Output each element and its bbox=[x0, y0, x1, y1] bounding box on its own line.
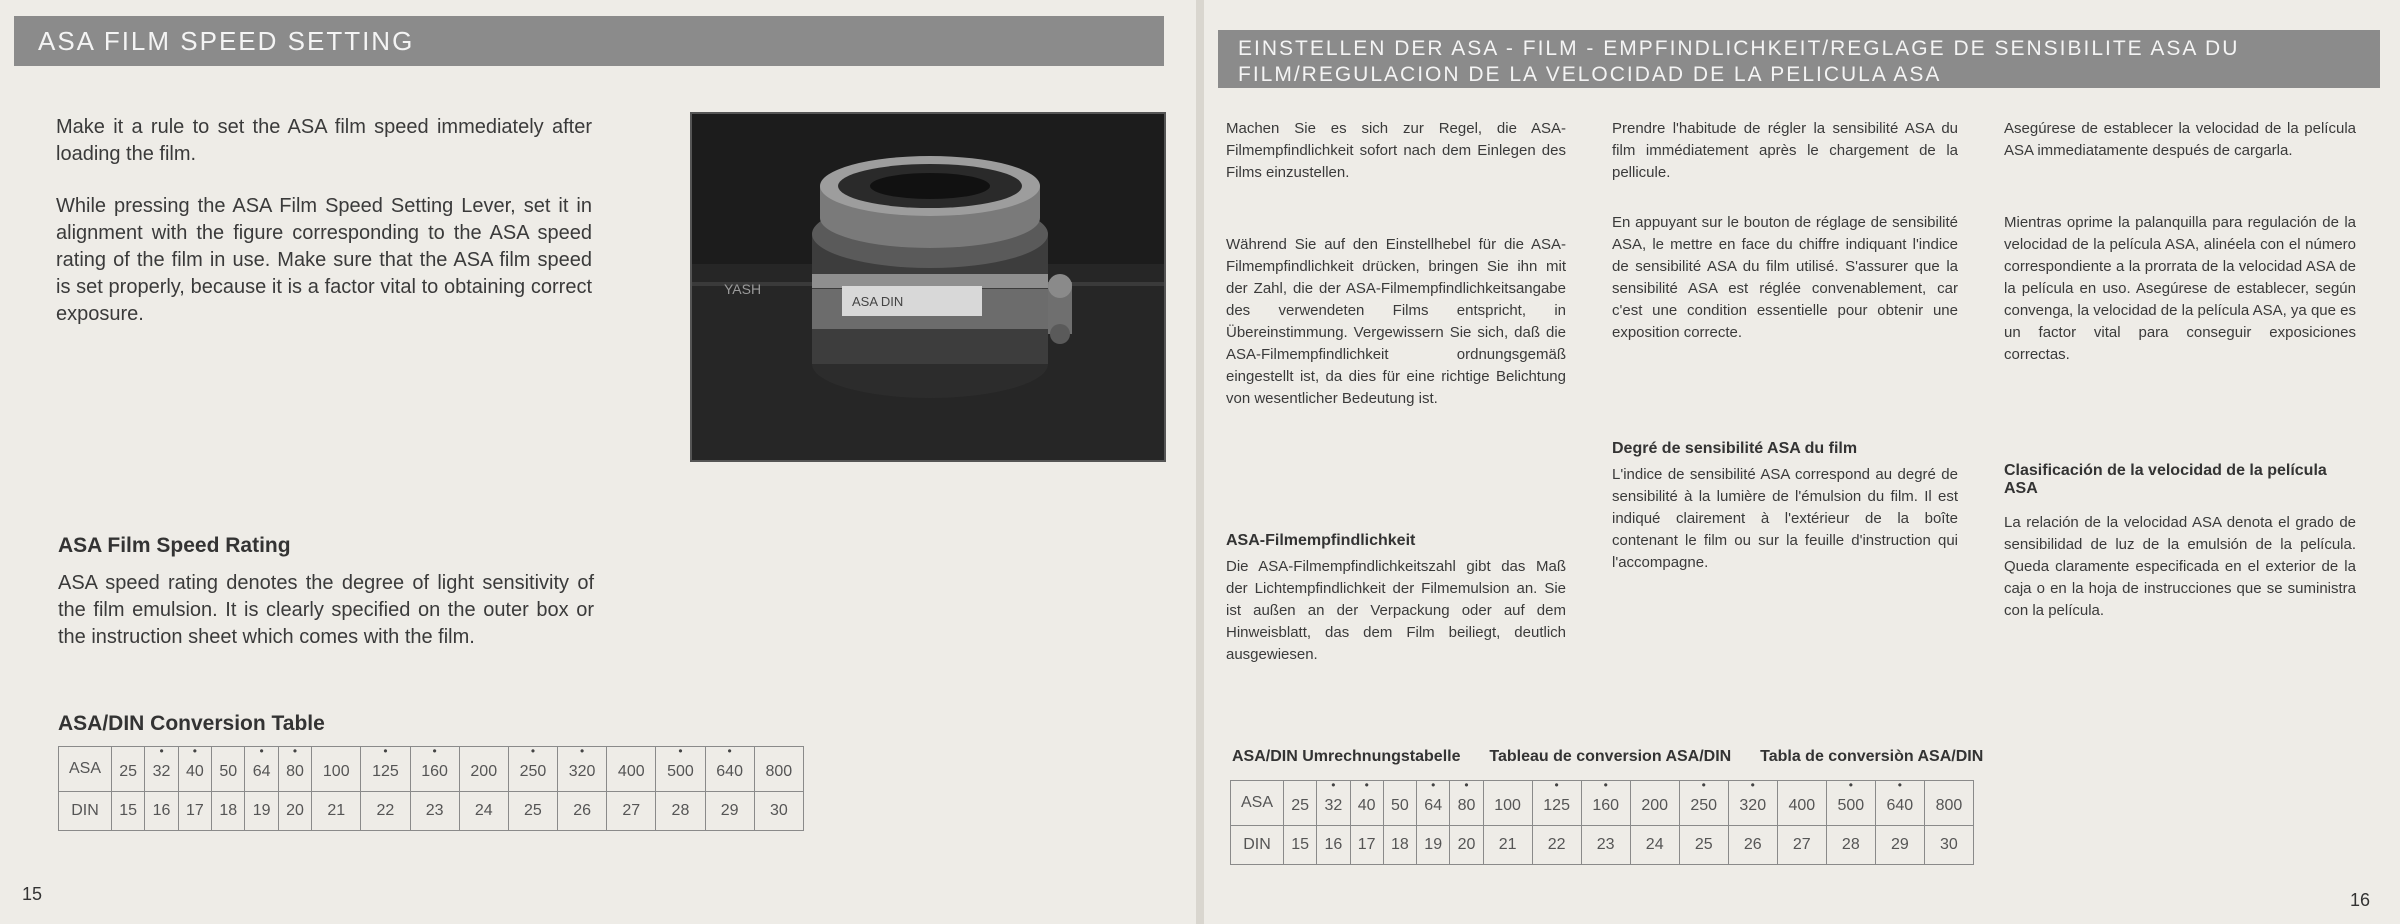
asa-value: 50 bbox=[1391, 797, 1409, 814]
asa-value: 200 bbox=[470, 763, 498, 780]
left-page bbox=[0, 0, 1196, 924]
asa-cell bbox=[1630, 781, 1679, 826]
din-value: 21 bbox=[1483, 826, 1532, 865]
asa-row bbox=[1231, 781, 1974, 826]
asa-cell bbox=[754, 747, 803, 792]
asa-value: 500 bbox=[1837, 797, 1865, 814]
section-banner: ASA FILM SPEED SETTING bbox=[14, 16, 1164, 66]
row-label: ASA bbox=[59, 747, 112, 792]
asa-value: 32 bbox=[1324, 797, 1343, 814]
asa-value: 100 bbox=[322, 763, 350, 780]
asa-din-conversion-table bbox=[58, 746, 804, 831]
asa-value: 80 bbox=[286, 763, 304, 780]
row-label: ASA bbox=[1231, 781, 1284, 826]
asa-value: 32 bbox=[152, 763, 171, 780]
page-number: 15 bbox=[22, 884, 43, 904]
asa-cell bbox=[459, 747, 508, 792]
asa-cell bbox=[1350, 778, 1383, 826]
asa-value: 100 bbox=[1494, 797, 1521, 814]
asa-row bbox=[59, 747, 804, 792]
asa-value: 25 bbox=[1291, 797, 1310, 814]
row-label: DIN bbox=[59, 792, 112, 831]
asa-cell bbox=[1317, 778, 1350, 826]
din-value: 21 bbox=[312, 792, 361, 831]
asa-value: 64 bbox=[1424, 797, 1443, 814]
asa-cell bbox=[361, 744, 410, 792]
asa-value: 50 bbox=[219, 763, 238, 780]
de-rating-paragraph: Die ASA-Filmempfindlichkeitszahl gibt das Maß der Lichtempfindlichkeit der Filmemulsion an. Sie ist außen an der Verpackung oder auf dem Hinweisblatt, das dem Film beiliegt, deutlich ausgewiesen. bbox=[1226, 558, 1566, 663]
din-value: 23 bbox=[410, 792, 459, 831]
banner-line-2: FILM/REGULACION DE LA VELOCIDAD DE LA PELICULA ASA bbox=[1238, 63, 1942, 86]
asa-cell bbox=[508, 744, 557, 792]
asa-cell bbox=[178, 744, 211, 792]
instruction-paragraph: While pressing the ASA Film Speed Setting Lever, set it in alignment with the figure corresponding to the ASA speed rating of the film in use. Make sure that the ASA film speed is set properly, because it is a factor vital to obtaining correct exposure. bbox=[56, 195, 592, 325]
din-value: 18 bbox=[1383, 826, 1416, 865]
din-value: 26 bbox=[558, 792, 607, 831]
din-row bbox=[1231, 826, 1974, 865]
asa-cell bbox=[1924, 781, 1973, 826]
de-rating-heading: ASA-Filmempfindlichkeit bbox=[1226, 532, 1416, 549]
camera-body-logo: YASH bbox=[724, 281, 762, 297]
asa-cell bbox=[1450, 778, 1483, 826]
de-intro-paragraph: Machen Sie es sich zur Regel, die ASA-Filmempfindlichkeit sofort nach dem Einlegen des Films einzustellen. bbox=[1226, 120, 1566, 181]
asa-value: 200 bbox=[1641, 797, 1669, 814]
asa-cell bbox=[656, 744, 705, 792]
asa-value: 160 bbox=[1592, 797, 1620, 814]
din-value: 29 bbox=[705, 792, 754, 831]
table-heading: ASA/DIN Conversion Table bbox=[58, 712, 325, 735]
page-number: 16 bbox=[2350, 890, 2371, 910]
camera-lens-photo bbox=[690, 112, 1166, 462]
de-instruction-paragraph: Während Sie auf den Einstellhebel für die ASA-Filmempfindlichkeit drücken, bringen Sie ihn mit der Zahl, die der ASA-Filmempfindlichkeitsangabe des verwendeten Films entspricht, in Übereinstimmung. Vergewissern Sie sich, daß die ASA-Filmempfindlichkeit ordnungsgemäß eingestellt ist, da dies für eine richtige Belichtung von wesentlicher Bedeutung ist. bbox=[1226, 236, 1566, 407]
dot-marker: • bbox=[159, 744, 164, 758]
asa-value: 800 bbox=[765, 763, 793, 780]
asa-value: 320 bbox=[568, 763, 596, 780]
asa-cell bbox=[1383, 781, 1416, 826]
din-value: 16 bbox=[145, 792, 178, 831]
dot-marker: • bbox=[292, 744, 298, 758]
asa-din-conversion-table-multilingual bbox=[1230, 780, 1974, 865]
asa-value: 500 bbox=[667, 763, 694, 780]
asa-value: 640 bbox=[716, 763, 743, 780]
asa-value: 40 bbox=[186, 763, 204, 780]
fr-rating-heading: Degré de sensibilité ASA du film bbox=[1612, 440, 1858, 457]
din-value: 18 bbox=[212, 792, 245, 831]
asa-value: 640 bbox=[1886, 797, 1914, 814]
intro-paragraph: Make it a rule to set the ASA film speed immediately after loading the film. bbox=[56, 116, 592, 165]
asa-value: 400 bbox=[617, 763, 645, 780]
din-value: 15 bbox=[112, 792, 145, 831]
asa-value: 250 bbox=[1690, 797, 1718, 814]
din-value: 16 bbox=[1317, 826, 1350, 865]
right-page bbox=[1204, 0, 2400, 924]
asa-cell bbox=[278, 744, 311, 792]
asa-value: 160 bbox=[421, 763, 448, 780]
asa-cell bbox=[607, 747, 656, 792]
table-heading-de: ASA/DIN Umrechnungstabelle bbox=[1232, 748, 1461, 765]
asa-value: 125 bbox=[1543, 797, 1570, 814]
page-gutter bbox=[1196, 0, 1204, 924]
asa-cell bbox=[1777, 781, 1826, 826]
din-value: 27 bbox=[1777, 826, 1826, 865]
asa-cell bbox=[558, 744, 607, 792]
din-value: 30 bbox=[1924, 826, 1973, 865]
dot-marker: • bbox=[432, 744, 437, 758]
asa-value: 25 bbox=[119, 763, 138, 780]
table-heading-fr: Tableau de conversion ASA/DIN bbox=[1489, 748, 1732, 765]
asa-cell bbox=[1875, 778, 1924, 826]
asa-value: 80 bbox=[1457, 797, 1476, 814]
din-value: 17 bbox=[1350, 826, 1383, 865]
dot-marker: • bbox=[727, 744, 732, 758]
din-value: 25 bbox=[508, 792, 557, 831]
din-value: 22 bbox=[1532, 826, 1581, 865]
dot-marker: • bbox=[1464, 778, 1469, 792]
asa-value: 125 bbox=[372, 763, 399, 780]
dot-marker: • bbox=[1603, 778, 1608, 792]
asa-value: 250 bbox=[519, 763, 547, 780]
camera-lens-illustration bbox=[692, 114, 1166, 462]
es-rating-heading: Clasificación de la velocidad de la película ASA bbox=[2004, 462, 2327, 497]
din-value: 24 bbox=[459, 792, 508, 831]
asa-cell bbox=[1581, 778, 1630, 826]
asa-value: 400 bbox=[1788, 797, 1816, 814]
fr-intro-paragraph: Prendre l'habitude de régler la sensibilité ASA du film immédiatement après le chargement de la pellicule. bbox=[1612, 120, 1958, 181]
dot-marker: • bbox=[1848, 778, 1853, 792]
row-label: DIN bbox=[1231, 826, 1284, 865]
asa-value: 40 bbox=[1357, 797, 1376, 814]
dot-marker: • bbox=[1431, 778, 1436, 792]
dot-marker: • bbox=[192, 744, 197, 758]
din-value: 30 bbox=[754, 792, 803, 831]
asa-cell bbox=[212, 747, 245, 792]
asa-cell bbox=[1728, 778, 1777, 826]
es-rating-paragraph: La relación de la velocidad ASA denota el grado de sensibilidad de luz de la emulsión de la película. Queda claramente especificada en el exterior de la caja o en la hoja de instrucciones que se suministra con la película. bbox=[2004, 514, 2356, 619]
asa-cell bbox=[245, 744, 278, 792]
asa-cell bbox=[705, 744, 754, 792]
section-banner-multilingual bbox=[1218, 30, 2380, 88]
table-headings bbox=[1232, 748, 1983, 766]
din-value: 20 bbox=[1450, 826, 1483, 865]
asa-cell bbox=[1483, 781, 1532, 826]
din-value: 28 bbox=[656, 792, 705, 831]
din-value: 17 bbox=[178, 792, 211, 831]
din-value: 22 bbox=[361, 792, 410, 831]
asa-cell bbox=[312, 747, 361, 792]
dot-marker: • bbox=[1897, 778, 1902, 792]
asa-cell bbox=[112, 747, 145, 792]
asa-cell bbox=[1532, 778, 1581, 826]
asa-value: 64 bbox=[252, 763, 271, 780]
asa-cell bbox=[1826, 778, 1875, 826]
dot-marker: • bbox=[1701, 778, 1706, 792]
dot-marker: • bbox=[1364, 778, 1369, 792]
dot-marker: • bbox=[1331, 778, 1336, 792]
asa-cell bbox=[410, 744, 459, 792]
table-heading-es: Tabla de conversiòn ASA/DIN bbox=[1760, 748, 1984, 765]
es-intro-paragraph: Asegúrese de establecer la velocidad de la película ASA immediatamente después de cargarla. bbox=[2004, 120, 2356, 159]
banner-line-1: EINSTELLEN DER ASA - FILM - EMPFINDLICHKEIT/REGLAGE DE SENSIBILITE ASA DU bbox=[1238, 37, 2240, 60]
din-value: 25 bbox=[1679, 826, 1728, 865]
dot-marker: • bbox=[678, 744, 683, 758]
din-value: 15 bbox=[1284, 826, 1317, 865]
dot-marker: • bbox=[383, 744, 388, 758]
rating-heading: ASA Film Speed Rating bbox=[58, 534, 291, 557]
asa-scale-window: ASA DIN bbox=[852, 294, 904, 309]
dot-marker: • bbox=[580, 744, 585, 758]
din-value: 19 bbox=[1417, 826, 1450, 865]
rating-paragraph: ASA speed rating denotes the degree of light sensitivity of the film emulsion. It is clearly specified on the outer box or the instruction sheet which comes with the film. bbox=[58, 572, 594, 648]
asa-cell bbox=[1679, 778, 1728, 826]
din-value: 24 bbox=[1630, 826, 1679, 865]
es-instruction-paragraph: Mientras oprime la palanquilla para regulación de la velocidad de la película ASA, alinéela con el número correspondiente a la prorrata de la velocidad ASA de la película en uso. Asegúrese de establecer, según convenga, la velocidad de la película ASA, ya que es un factor vital para conseguir exposiciones correctas. bbox=[2004, 214, 2356, 363]
asa-value: 320 bbox=[1739, 797, 1767, 814]
asa-value: 800 bbox=[1935, 797, 1963, 814]
din-value: 20 bbox=[278, 792, 311, 831]
din-value: 19 bbox=[245, 792, 278, 831]
din-value: 26 bbox=[1728, 826, 1777, 865]
asa-cell bbox=[1284, 781, 1317, 826]
dot-marker: • bbox=[530, 744, 536, 758]
din-value: 29 bbox=[1875, 826, 1924, 865]
dot-marker: • bbox=[1750, 778, 1755, 792]
dot-marker: • bbox=[259, 744, 264, 758]
din-value: 27 bbox=[607, 792, 656, 831]
fr-instruction-paragraph: En appuyant sur le bouton de réglage de sensibilité ASA, le mettre en face du chiffre indiquant l'indice de sensibilité ASA du film utilisé. S'assurer que la sensibilité ASA est réglée convenablement, car c'est une condition essentielle pour obtenir une exposition correcte. bbox=[1612, 214, 1958, 341]
fr-rating-paragraph: L'indice de sensibilité ASA correspond au degré de sensibilité à la lumière de l'émulsion du film. Il est indiqué clairement à l'extérieur de la boîte contenant le film ou sur la feuille d'instruction qui l'accompagne. bbox=[1612, 466, 1958, 571]
asa-cell bbox=[1417, 778, 1450, 826]
asa-cell bbox=[145, 744, 178, 792]
din-row bbox=[59, 792, 804, 831]
din-value: 23 bbox=[1581, 826, 1630, 865]
din-value: 28 bbox=[1826, 826, 1875, 865]
dot-marker: • bbox=[1554, 778, 1559, 792]
